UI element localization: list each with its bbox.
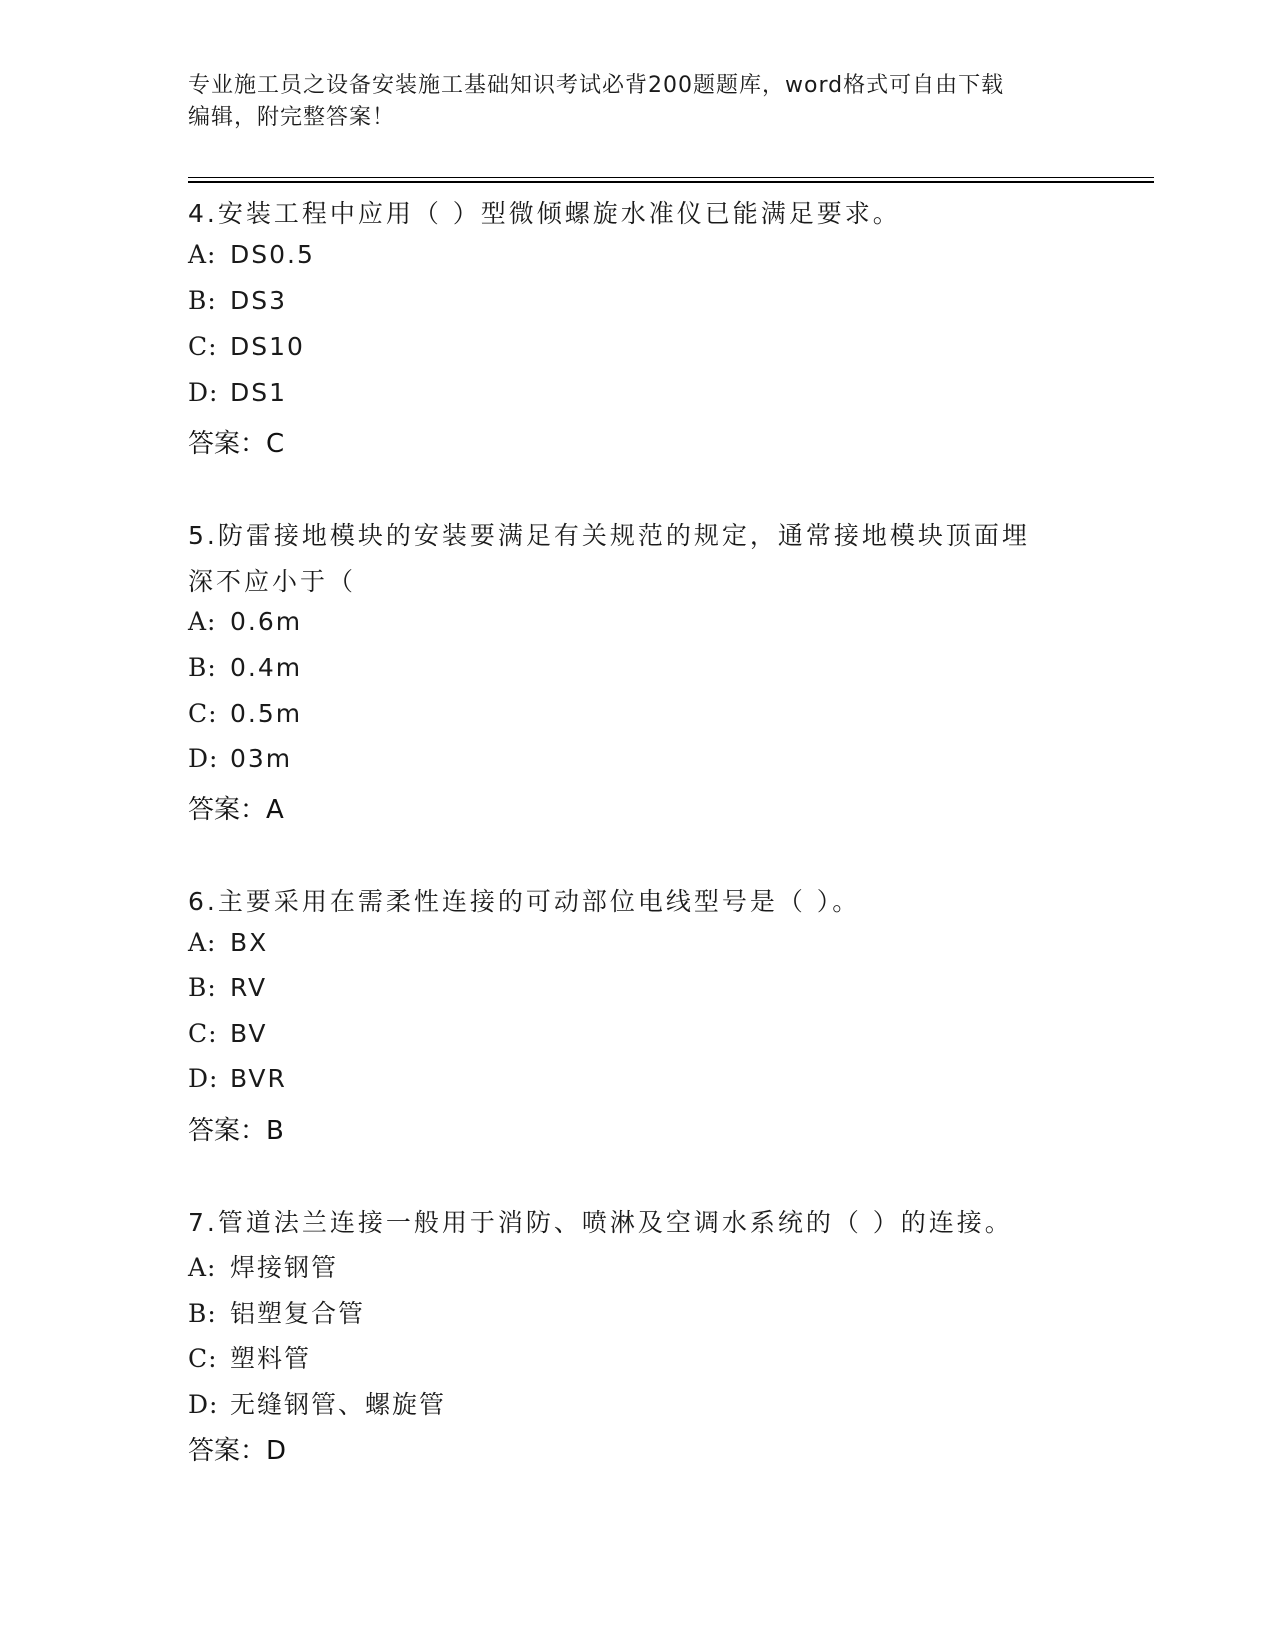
option-text: BVR: [230, 1064, 287, 1093]
option-letter: C:: [188, 332, 218, 361]
option-text: 无缝钢管、螺旋管: [230, 1390, 447, 1419]
question-4-option-b: [188, 286, 287, 315]
question-4-option-d: [188, 378, 287, 407]
question-5-option-b: [188, 653, 302, 682]
question-6-option-a: [188, 928, 268, 957]
option-letter: C:: [188, 699, 218, 728]
option-text: 塑料管: [230, 1344, 312, 1373]
question-7-stem: 7.管道法兰连接一般用于消防、喷淋及空调水系统的（ ）的连接。: [188, 1208, 1013, 1237]
option-text: 0.4m: [230, 653, 303, 682]
option-text: 0.5m: [230, 699, 303, 728]
question-5-option-c: [188, 699, 302, 728]
header-divider-thick: [188, 181, 1154, 183]
option-letter: D:: [188, 744, 219, 773]
option-letter: B:: [188, 973, 217, 1002]
question-5-option-d: [188, 744, 292, 773]
question-5-option-a: [188, 607, 302, 636]
header-divider-thin: [188, 177, 1154, 178]
option-letter: B:: [188, 653, 217, 682]
option-text: BV: [230, 1019, 268, 1048]
option-text: 铝塑复合管: [230, 1299, 366, 1328]
question-7-answer: 答案：D: [188, 1436, 287, 1466]
question-7-option-a: [188, 1248, 338, 1284]
option-text: DS0.5: [230, 240, 315, 269]
option-text: 0.6m: [230, 607, 303, 636]
question-6-option-d: [188, 1064, 287, 1093]
question-4-answer: 答案：C: [188, 429, 285, 459]
option-letter: B:: [188, 286, 217, 315]
option-text: BX: [230, 928, 269, 957]
question-4-option-c: [188, 332, 305, 361]
option-text: DS3: [230, 286, 288, 315]
option-letter: A:: [188, 240, 217, 269]
option-text: DS1: [230, 378, 288, 407]
option-letter: A:: [188, 1253, 217, 1282]
option-letter: D:: [188, 378, 219, 407]
option-letter: B:: [188, 1299, 217, 1328]
question-7-option-c: [188, 1339, 311, 1375]
question-4-stem: 4.安装工程中应用（ ）型微倾螺旋水准仪已能满足要求。: [188, 199, 901, 228]
question-5-answer: 答案：A: [188, 795, 284, 825]
option-letter: D:: [188, 1064, 219, 1093]
header-line-2: 编辑，附完整答案！: [188, 105, 396, 130]
option-text: 03m: [230, 744, 293, 773]
question-6-option-b: [188, 973, 267, 1002]
option-letter: C:: [188, 1344, 218, 1373]
question-6-stem: 6.主要采用在需柔性连接的可动部位电线型号是（ ）。: [188, 887, 861, 916]
option-letter: A:: [188, 928, 217, 957]
option-letter: C:: [188, 1019, 218, 1048]
option-letter: A:: [188, 607, 217, 636]
option-text: 焊接钢管: [230, 1253, 339, 1282]
question-4-option-a: [188, 240, 315, 269]
question-5-stem-line-1: 5.防雷接地模块的安装要满足有关规范的规定，通常接地模块顶面埋: [188, 521, 1030, 550]
option-text: DS10: [230, 332, 305, 361]
option-letter: D:: [188, 1390, 219, 1419]
document-header: [188, 70, 1088, 134]
question-7-option-d: [188, 1385, 446, 1421]
question-6-answer: 答案：B: [188, 1116, 284, 1146]
option-text: RV: [230, 973, 268, 1002]
header-line-1: 专业施工员之设备安装施工基础知识考试必背200题题库，word格式可自由下载: [188, 73, 1005, 98]
question-6-option-c: [188, 1019, 267, 1048]
question-5-stem-line-2: 深不应小于（: [188, 567, 357, 596]
question-7-option-b: [188, 1294, 365, 1330]
